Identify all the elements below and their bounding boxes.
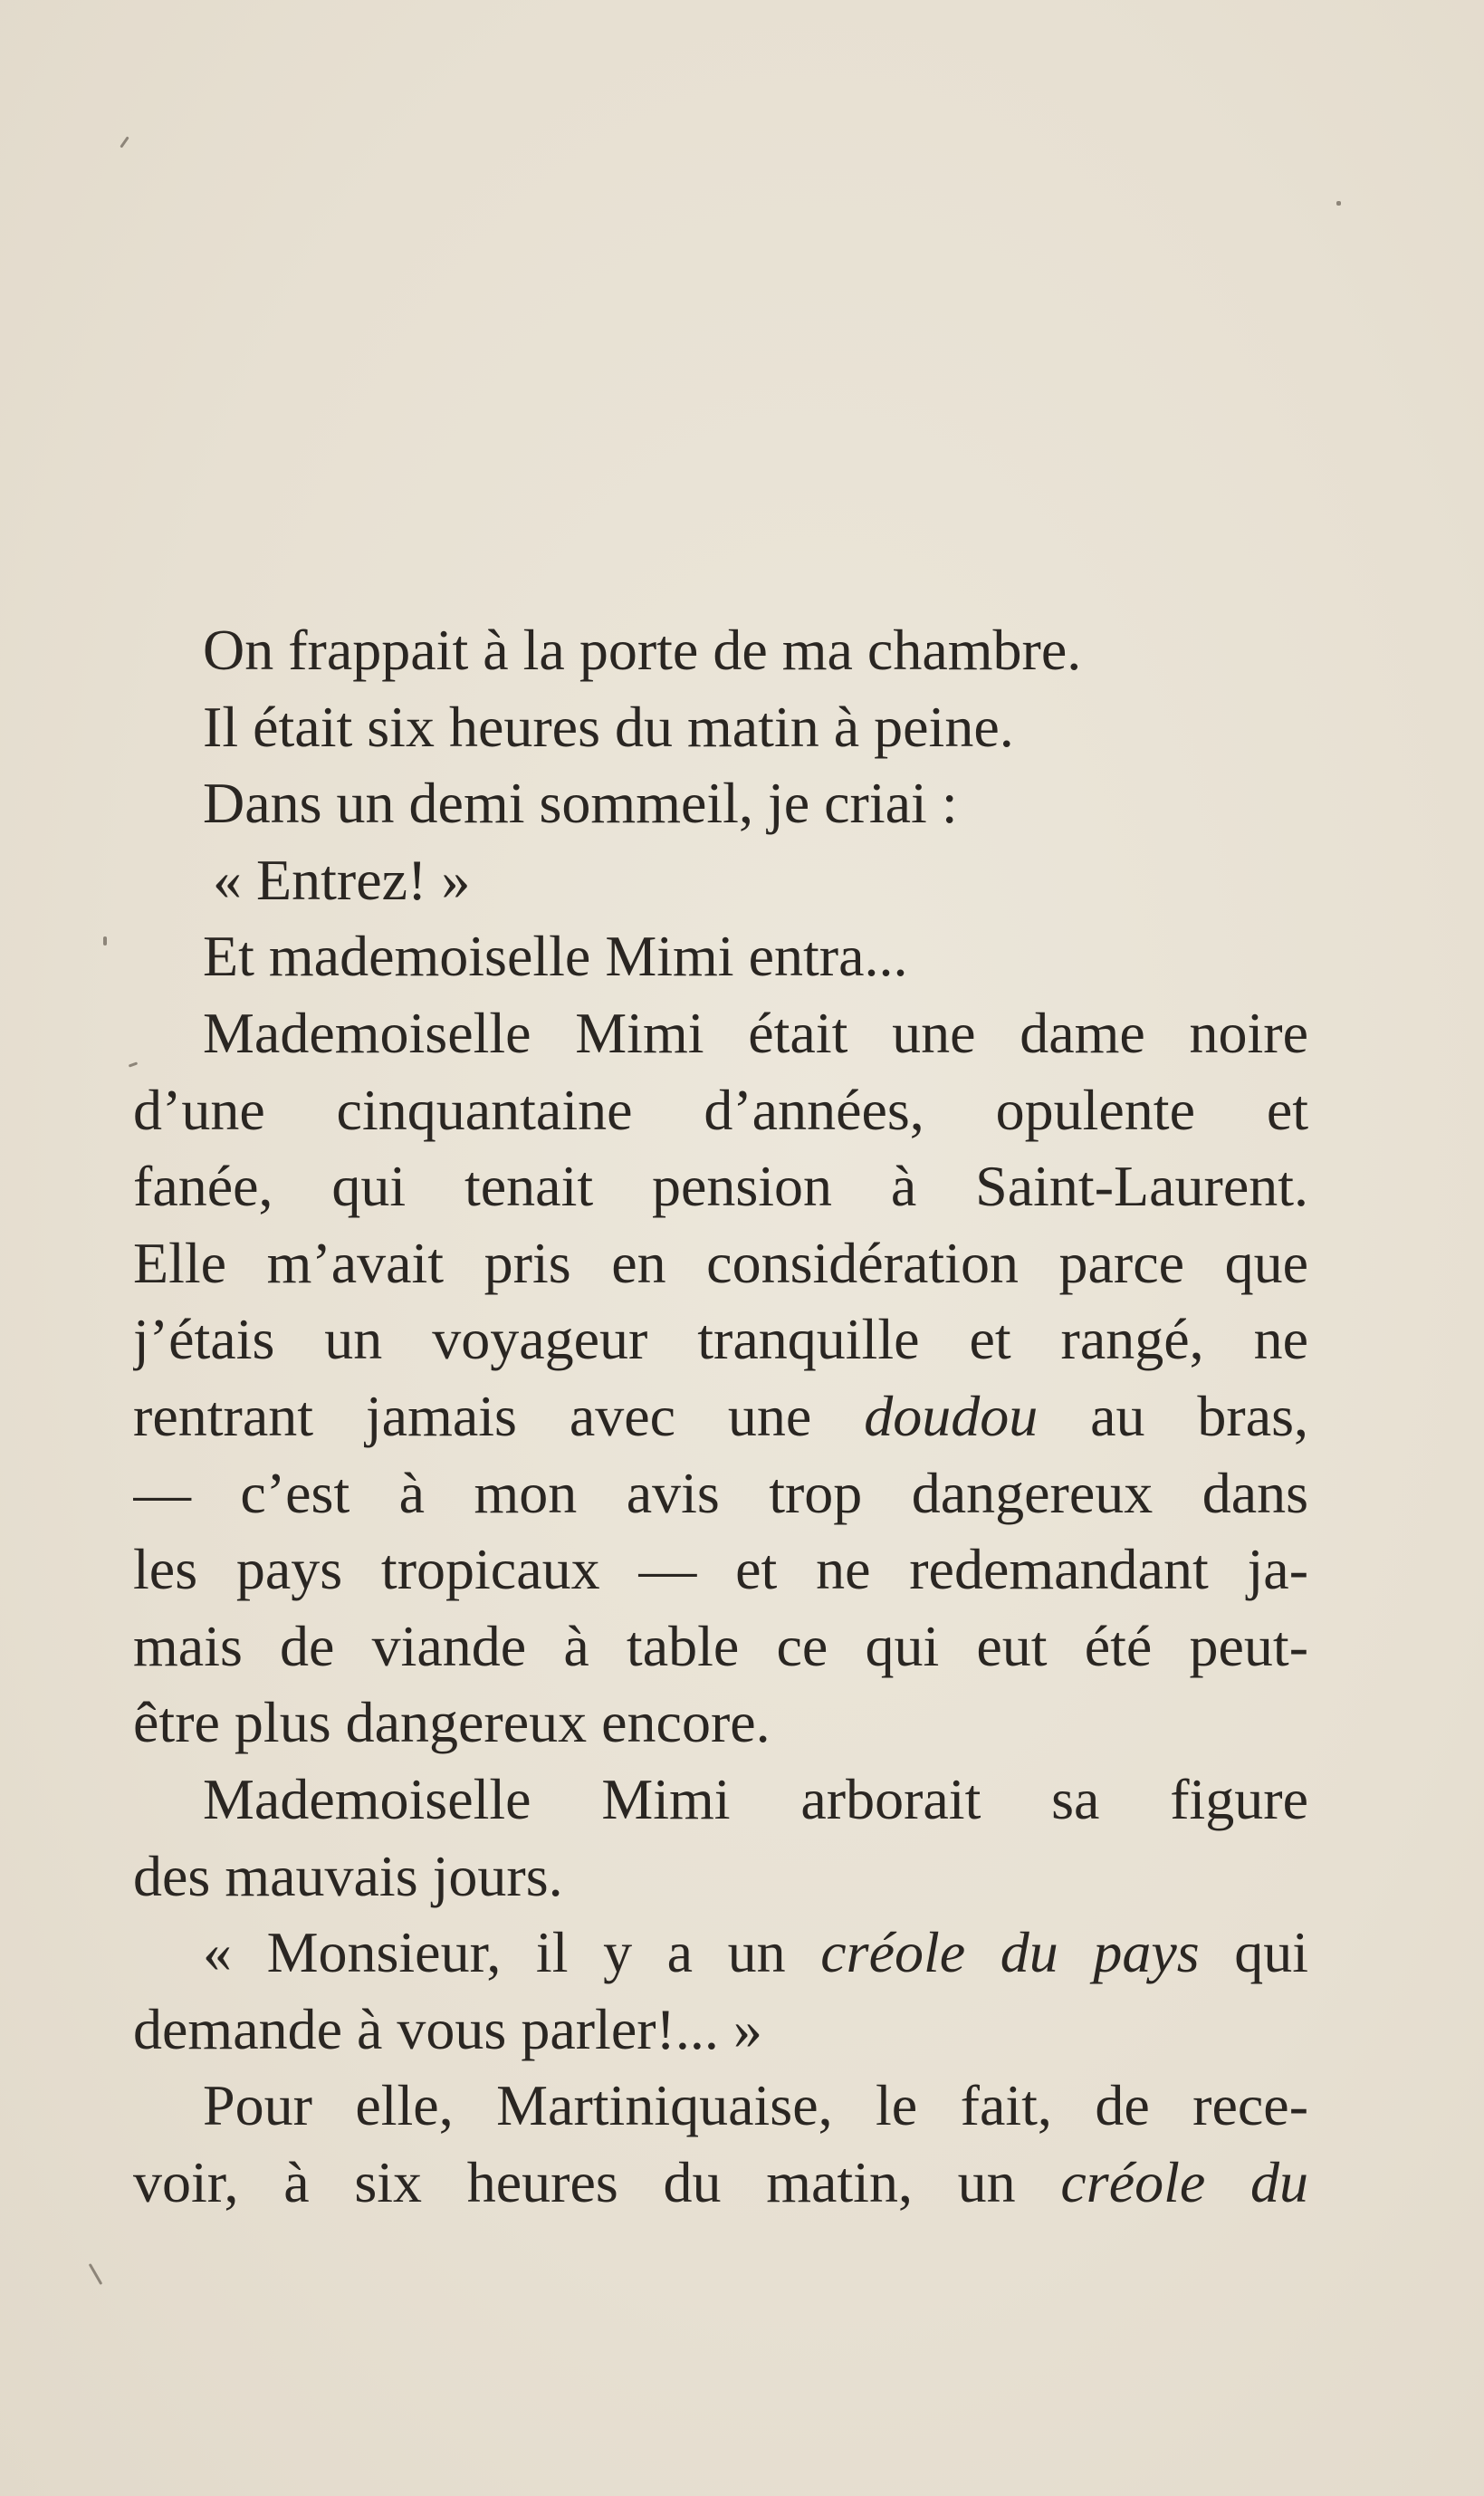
text-line-21-part-1: voir, à six heures du matin, un <box>133 2149 1061 2214</box>
text-line-13: les pays tropicaux — et ne redemandant ja- <box>133 1537 1308 1602</box>
text-line-3: Dans un demi sommeil, je criai : <box>203 771 958 836</box>
text-line-19: demande à vous parler!... » <box>133 1996 762 2061</box>
text-line-4: « Entrez! » <box>213 847 471 912</box>
margin-tick-1 <box>103 936 107 946</box>
text-line-6: Mademoiselle Mimi était une dame noire <box>203 1000 1308 1065</box>
paper-speck-top <box>120 136 129 148</box>
text-line-16: Mademoiselle Mimi arborait sa figure <box>203 1766 1308 1831</box>
text-line-11-part-1: rentrant jamais avec une <box>133 1383 865 1448</box>
text-line-18 <box>133 1915 1308 1992</box>
text-line-12: — c’est à mon avis trop dangereux dans <box>133 1460 1308 1525</box>
text-line-18-italic: créole du pays <box>820 1920 1200 1985</box>
text-line-11-part-2: au bras, <box>1038 1383 1308 1448</box>
text-line-21-italic: créole du <box>1060 2149 1308 2214</box>
text-line-18-part-1: « Monsieur, il y a un <box>203 1920 821 1985</box>
text-line-1: On frappait à la porte de ma chambre. <box>203 618 1082 682</box>
text-line-18-part-2: qui <box>1199 1920 1308 1985</box>
text-line-5: Et mademoiselle Mimi entra... <box>203 924 908 989</box>
text-line-2: Il était six heures du matin à peine. <box>203 694 1014 759</box>
text-line-8: fanée, qui tenait pension à Saint-Laurent. <box>133 1154 1308 1219</box>
text-line-7: d’une cinquantaine d’années, opulente et <box>133 1077 1308 1142</box>
text-line-15: être plus dangereux encore. <box>133 1690 771 1755</box>
text-line-11-italic: doudou <box>864 1383 1039 1448</box>
text-line-14: mais de viande à table ce qui eut été peut- <box>133 1613 1308 1678</box>
body-text <box>133 612 1308 2221</box>
paper-speck-bottom <box>89 2263 103 2285</box>
text-line-10: j’étais un voyageur tranquille et rangé, ne <box>133 1307 1308 1372</box>
text-line-17: des mauvais jours. <box>133 1843 563 1908</box>
text-line-11 <box>133 1378 1308 1455</box>
text-line-21 <box>133 2145 1308 2222</box>
paper-speck-right <box>1336 201 1341 206</box>
text-line-9: Elle m’avait pris en considération parce que <box>133 1230 1308 1295</box>
text-line-20: Pour elle, Martiniquaise, le fait, de rece- <box>203 2073 1308 2138</box>
